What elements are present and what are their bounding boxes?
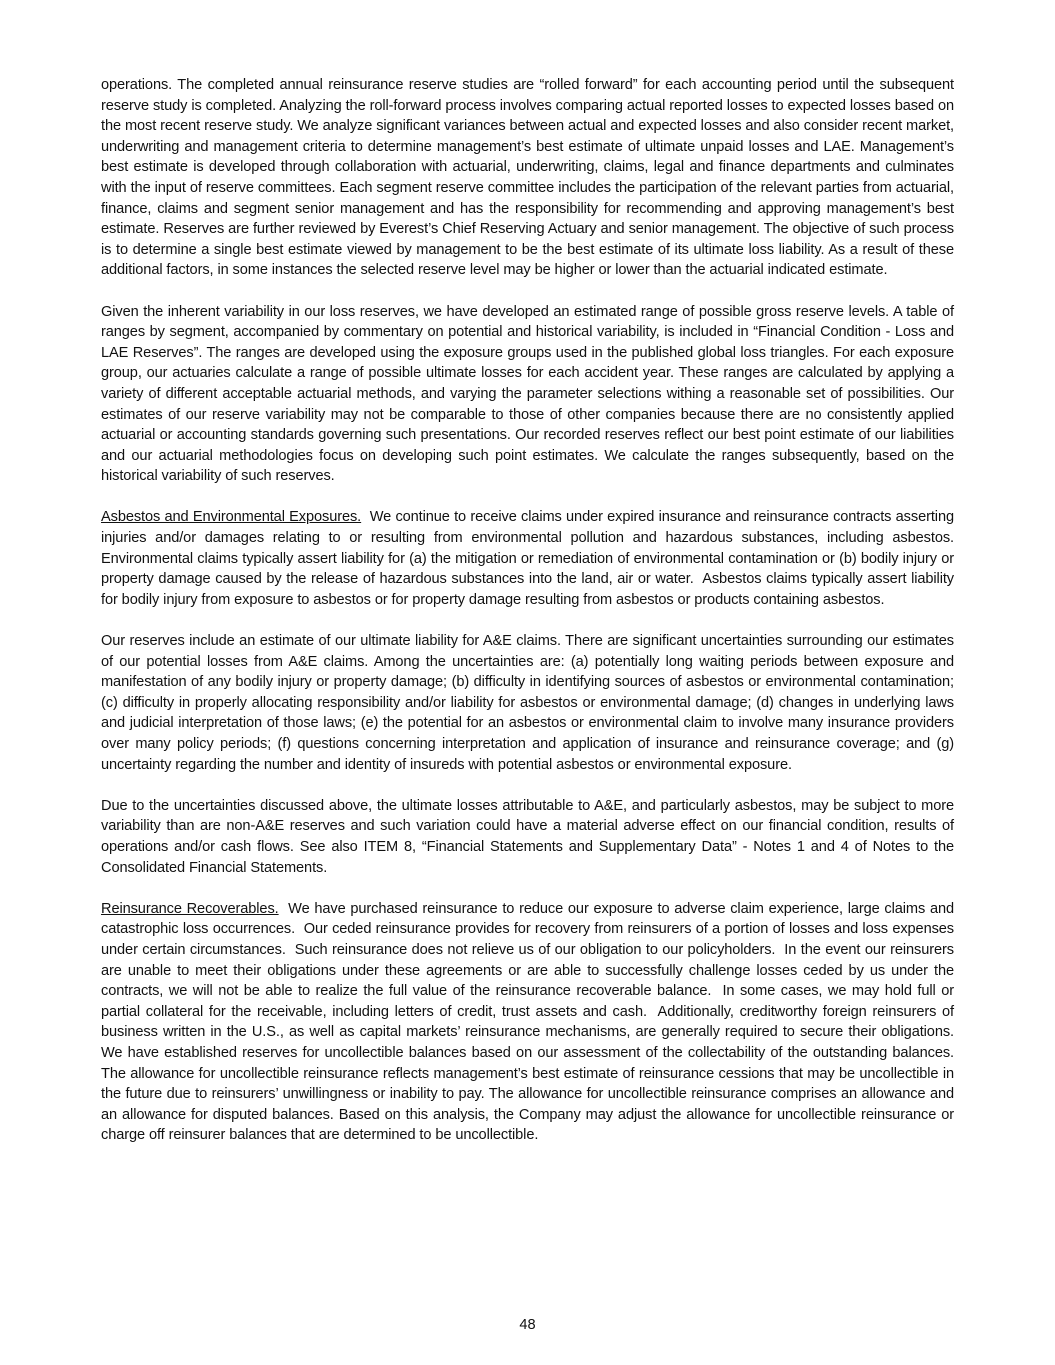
paragraph-text: Our reserves include an estimate of our ultimate liability for A&E claims. There are significant uncertainties surrounding our estimates of our potential losses from A&E claims. Among the uncertainties are: (a) potentially long waiting periods between exposure and manifestation of any bodily injury or property damage; (b) difficulty in identifying sources of asbestos or environmental contamination; (c) difficulty in properly allocating responsibility and/or liability for asbestos or environmental damage; (d) changes in underlying laws and judicial interpretation of those laws; (e) the potential for an asbestos or environmental claim to involve many insurance providers over many policy periods; (f) questions concerning interpretation and application of insurance and reinsurance coverage; and (g) uncertainty regarding the number and identity of insureds with potential asbestos or environmental exposure. [101, 633, 954, 773]
document-body [101, 75, 962, 1166]
paragraph-reserve-studies [101, 75, 954, 281]
paragraph-text: We continue to receive claims under expired insurance and reinsurance contracts asserting injuries and/or damages relating to or resulting from environmental pollution and hazardous substances, including asbestos. Environmental claims typically assert liability for (a) the mitigation or remediation of environmental contamination or (b) bodily injury or property damage caused by the release of hazardous substances into the land, air or water. Asbestos claims typically assert liability for bodily injury from exposure to asbestos or for property damage resulting from asbestos or products containing asbestos. [101, 509, 962, 608]
paragraph-text: We have purchased reinsurance to reduce our exposure to adverse claim experience, large claims and catastrophic loss occurrences. Our ceded reinsurance provides for recovery from reinsurers of a portion of losses and loss expenses under certain circumstances. Such reinsurance does not relieve us of our obligation to our policyholders. In the event our reinsurers are unable to meet their obligations under these agreements or are able to successfully challenge losses ceded by us under the contracts, we will not be able to realize the full value of the reinsurance recoverable balance. In some cases, we may hold full or partial collateral for the receivable, including letters of credit, trust assets and cash. Additionally, creditworthy foreign reinsurers of business written in the U.S., as well as capital markets’ reinsurance mechanisms, are generally required to secure their obligations. We have established reserves for uncollectible balances based on our assessment of the collectability of the outstanding balances. The allowance for uncollectible reinsurance reflects management’s best estimate of reinsurance cessions that may be uncollectible in the future due to reinsurers’ unwillingness or inability to pay. The allowance for uncollectible reinsurance comprises an allowance and an allowance for disputed balances. Based on this analysis, the Company may adjust the allowance for uncollectible reinsurance or charge off reinsurer balances that are determined to be uncollectible. [101, 900, 962, 1144]
paragraph-ae-reserves [101, 631, 954, 775]
paragraph-text: Given the inherent variability in our loss reserves, we have developed an estimated range of possible gross reserve levels. A table of ranges by segment, accompanied by commentary on potential and historical variability, is included in “Financial Condition - Loss and LAE Reserves”. The ranges are developed using the exposure groups used in the published global loss triangles. For each exposure group, our actuaries calculate a range of possible ultimate losses for each accident year. These ranges are calculated by applying a variety of different acceptable actuarial methods, and varying the parameter selections withing a reasonable set of possibilities. Our estimates of our reserve variability may not be comparable to those of other companies because there are no consistently applied actuarial or accounting standards governing such presentations. Our recorded reserves reflect our best point estimate of our liabilities and our actuarial methodologies focus on developing such point estimates. We calculate the ranges subsequently, based on the historical variability of such reserves. [101, 303, 954, 485]
paragraph-text: operations. The completed annual reinsurance reserve studies are “rolled forward” for each accounting period until the subsequent reserve study is completed. Analyzing the roll-forward process involves comparing actual reported losses to expected losses based on the most recent reserve study. We analyze significant variances between actual and expected losses and also consider recent market, underwriting and management criteria to determine management’s best estimate of ultimate unpaid losses and LAE. Management’s best estimate is developed through collaboration with actuarial, underwriting, claims, legal and finance departments and culminates with the input of reserve committees. Each segment reserve committee includes the participation of the relevant parties from actuarial, finance, claims and segment senior management and has the responsibility for recommending and approving management’s best estimate. Reserves are further reviewed by Everest’s Chief Reserving Actuary and senior management. The objective of such process is to determine a single best estimate viewed by management to be the best estimate of its ultimate loss liability. As a result of these additional factors, in some instances the selected reserve level may be higher or lower than the actuarial indicated estimate. [101, 77, 954, 279]
paragraph-reinsurance-recoverables [101, 899, 962, 1146]
page-number: 48 [519, 1317, 536, 1333]
paragraph-asbestos-environmental [101, 507, 962, 610]
paragraph-text: Due to the uncertainties discussed above, the ultimate losses attributable to A&E, and particularly asbestos, may be subject to more variability than are non-A&E reserves and such variation could have a material adverse effect on our financial condition, results of operations and/or cash flows. See also ITEM 8, “Financial Statements and Supplementary Data” - Notes 1 and 4 of Notes to the Consolidated Financial Statements. [101, 797, 954, 876]
section-heading-reinsurance: Reinsurance Recoverables. [101, 900, 279, 917]
paragraph-ae-uncertainties [101, 796, 954, 878]
paragraph-reserve-variability [101, 302, 954, 487]
section-heading-asbestos: Asbestos and Environmental Exposures. [101, 509, 362, 526]
